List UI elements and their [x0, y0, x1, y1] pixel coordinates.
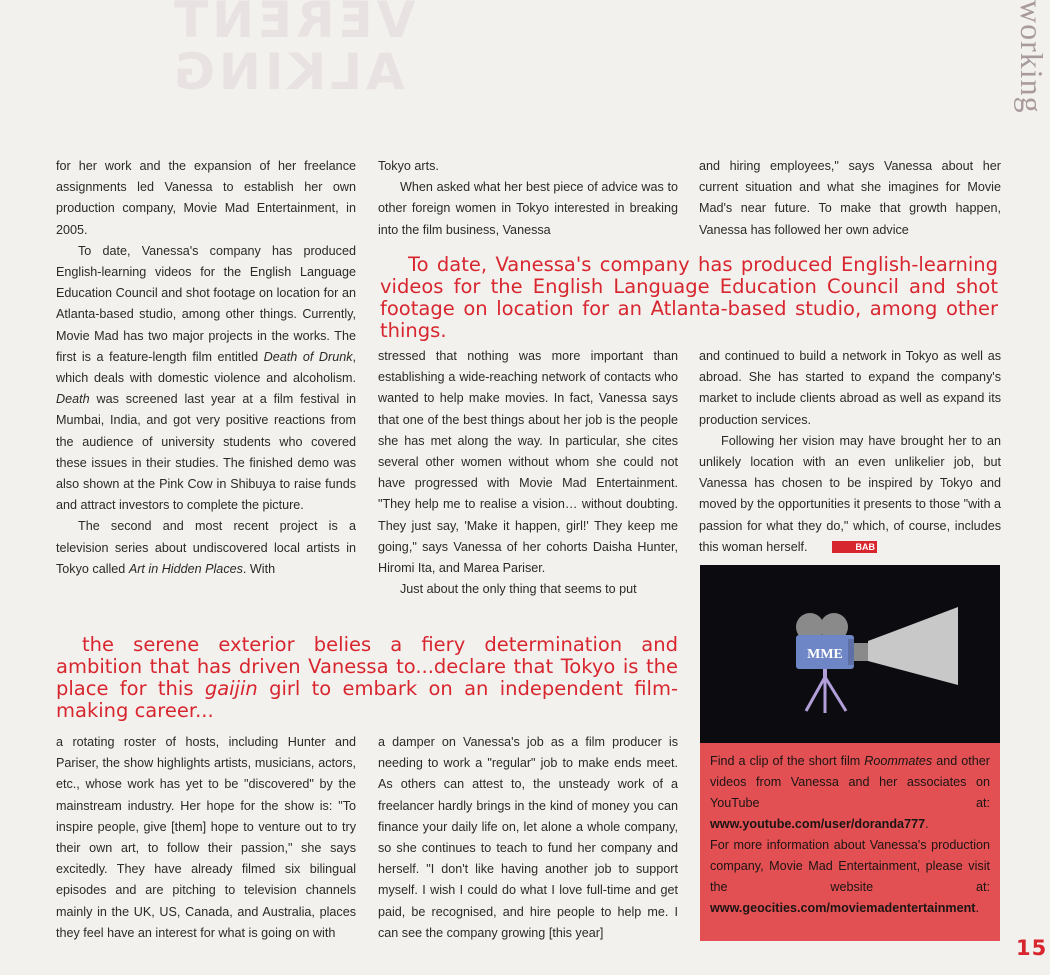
- column-2-middle: [378, 346, 678, 600]
- sidebar-run: For more information about Vanessa's production company, Movie Mad Entertainment, please visit the website at:: [710, 838, 990, 894]
- column-3-top: [699, 156, 1001, 241]
- pull-quote-text: [56, 634, 678, 722]
- paragraph: a rotating roster of hosts, including Hunter and Pariser, the show highlights artists, musicians, actors, etc., whose work has yet to be "discovered" by the mainstream industry. Her hope for the show is: "To inspire people, give [them] hope to venture out to try their own art, to follow their passion," she says excitedly. They have already filmed six bilingual episodes and are pitching to television channels mainly in the UK, US, Canada, and Australia, places they feel have an interest for what is going on with: [56, 735, 356, 940]
- sidebar-run: and other videos from Vanessa and her associates on YouTube at:: [710, 754, 990, 810]
- paragraph: [56, 241, 356, 517]
- ghost-heading-line2: ALKING: [170, 43, 405, 101]
- movie-camera-logo-image: [700, 565, 1000, 743]
- paragraph: and hiring employees," says Vanessa about her current situation and what she imagines for Movie Mad's near future. To make that growth happen, Vanessa has followed her own advice: [699, 159, 1001, 237]
- movie-camera-icon: [700, 565, 1000, 743]
- pull-quote-run: the serene exterior belies a fiery determination and ambition that has driven Vanessa to...declare that Tokyo is the place for this: [56, 633, 678, 700]
- paragraph: When asked what her best piece of advice was to other foreign women in Tokyo interested in breaking into the film business, Vanessa: [378, 180, 678, 237]
- pull-quote-2: [56, 634, 678, 722]
- ghost-heading-line1: VERENT: [170, 0, 416, 49]
- paragraph: Tokyo arts.: [378, 159, 439, 173]
- column-2-bottom: [378, 732, 678, 944]
- italic-title: Art in Hidden Places: [128, 561, 243, 576]
- byline-badge: BAB: [832, 541, 878, 553]
- column-3-middle: [699, 346, 1001, 558]
- logo-text: MME: [807, 647, 843, 662]
- paragraph: and continued to build a network in Tokyo as well as abroad. She has started to expand the company's market to include clients abroad as well as expand its production services.: [699, 349, 1001, 427]
- sidebar-run: Find a clip of the short film: [710, 754, 865, 768]
- text-run: To date, Vanessa's company has produced English-learning videos for the English Language Education Council and shot footage on location for an Atlanta-based studio, among other things. Currently, Movie Mad has two major projects in the works. The first is a feature-length film entitled Death of Drunk, which deals with domestic violence and alcoholism. Death was screened last year at a film festival in Mumbai, India, and got very positive reactions from the audience of university students who covered these issues in their studies. The finished demo was also shown at the Pink Cow in Shibuya to raise funds and attract investors to complete the picture.: [56, 243, 356, 513]
- paragraph: stressed that nothing was more important than establishing a wide-reaching network of contacts who wanted to help make movies. In fact, Vanessa says that one of the best things about her job is the people she has met along the way. In particular, she cites several other women without whom she could not have progressed with Movie Mad Entertainment. "They help me to realise a vision… without doubting. They just say, 'Make it happen, girl!' They keep me going," says Vanessa of her cohorts Daisha Hunter, Hiromi Ita, and Marea Pariser.: [378, 349, 678, 576]
- section-label: working: [1014, 0, 1050, 114]
- sidebar-info-box: [700, 743, 1000, 941]
- paragraph: [699, 431, 1001, 558]
- column-1-bottom: [56, 732, 356, 944]
- sidebar-paragraph: Find a clip of the short film Roommates and other videos from Vanessa and her associates on YouTube at: www.youtube.com/user/doranda777.: [710, 754, 990, 831]
- paragraph: a damper on Vanessa's job as a film producer is needing to work a "regular" job to make ends meet. As others can attest to, the unsteady work of a freelancer hardly brings in the kind of money you can finance your daily life on, let alone a whole company, so she continues to teach to fund her company and herself. "I don't like having another job to support myself. I wish I could do what I love full-time and get paid, be recognised, and hire people to help me. I can see the company growing [this year]: [378, 735, 678, 940]
- sidebar-text: [710, 751, 990, 919]
- pull-quote-text: To date, Vanessa's company has produced English-learning videos for the English Language Education Council and shot footage on location for an Atlanta-based studio, among other things.: [380, 253, 998, 342]
- pull-quote-1: [380, 254, 998, 342]
- youtube-link[interactable]: www.youtube.com/user/doranda777: [710, 817, 926, 831]
- film-title: Roommates: [864, 754, 933, 768]
- italic-title: Death: [56, 392, 90, 407]
- page-number: 15: [1016, 936, 1048, 960]
- column-1-top: [56, 156, 356, 580]
- pull-quote-run: girl to embark on an independent film-making career...: [56, 677, 679, 722]
- sidebar-paragraph: For more information about Vanessa's production company, Movie Mad Entertainment, please visit the website at: www.geocities.com/moviemadentertainment.: [710, 838, 990, 915]
- pull-quote-italic: gaijin: [204, 677, 258, 700]
- paragraph: for her work and the expansion of her freelance assignments led Vanessa to establish her own production company, Movie Mad Entertainment, in 2005.: [56, 159, 356, 237]
- paragraph-text: Following her vision may have brought her to an unlikely location with an even unlikelier job, but Vanessa has chosen to be inspired by Tokyo and moved by the opportunities it presents to those "with a passion for what they do," which, of course, includes this woman herself.: [699, 433, 1001, 554]
- website-link[interactable]: www.geocities.com/moviemadentertainment: [710, 901, 976, 915]
- italic-title: Death of Drunk: [263, 349, 353, 364]
- text-run: The second and most recent project is a television series about undiscovered local artists in Tokyo called Art in Hidden Places. With: [56, 519, 356, 576]
- column-2-top: [378, 156, 678, 241]
- paragraph: [56, 516, 356, 580]
- ghost-heading: [170, 0, 500, 101]
- paragraph: Just about the only thing that seems to put: [400, 582, 637, 597]
